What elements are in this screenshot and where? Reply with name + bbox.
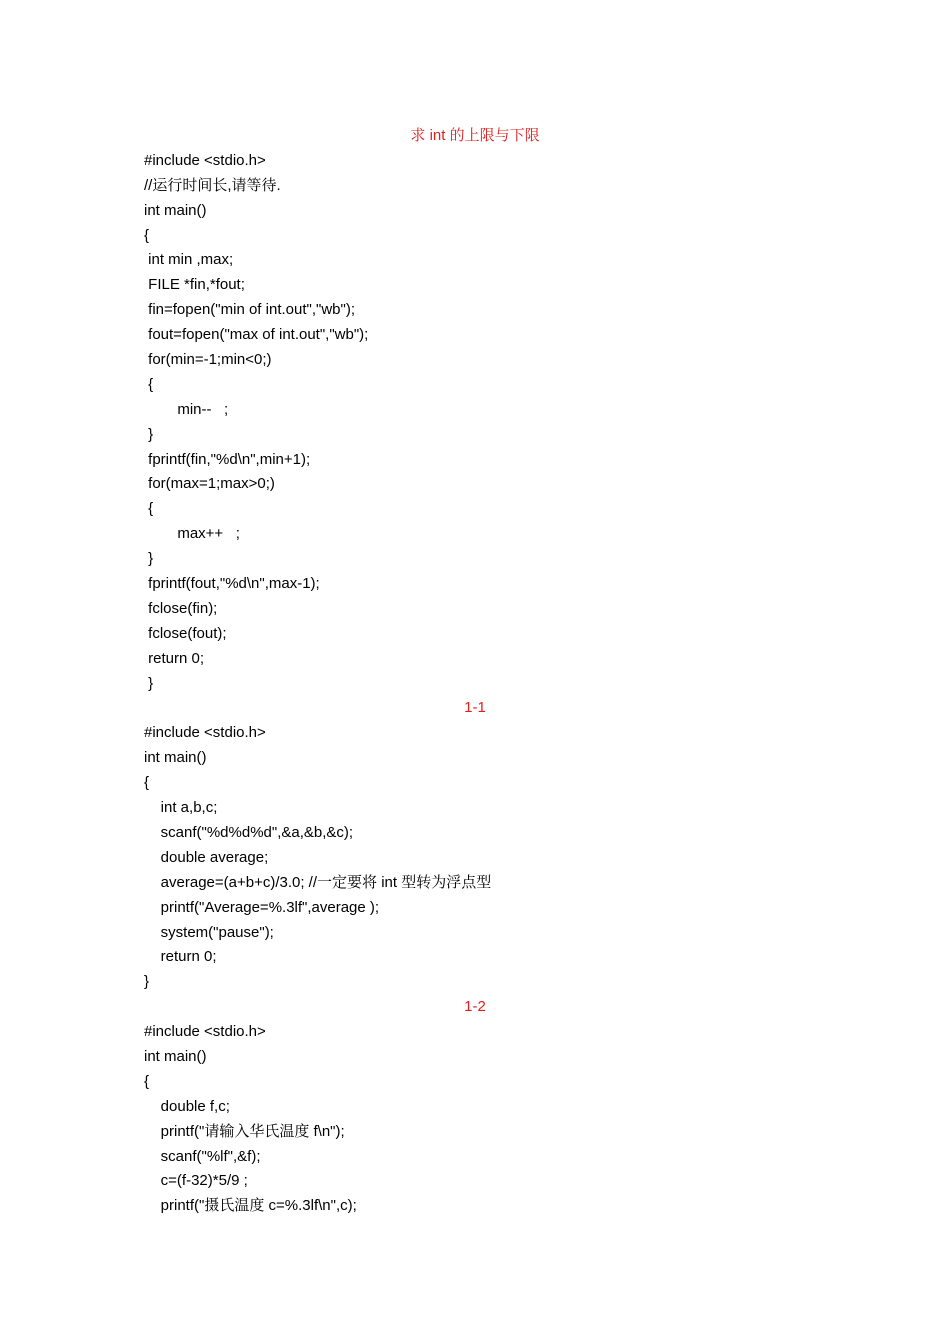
code-line: fin=fopen("min of int.out","wb");: [144, 301, 355, 319]
code-line: for(max=1;max>0;): [144, 475, 275, 493]
section-heading: 1-1: [464, 699, 486, 717]
code-line: #include <stdio.h>: [144, 1023, 266, 1041]
code-line: {: [144, 500, 154, 518]
code-line: //运行时间长,请等待.: [144, 176, 281, 194]
document-body: [144, 124, 806, 1219]
code-line: #include <stdio.h>: [144, 724, 266, 742]
code-line: {: [144, 774, 150, 792]
code-line: double average;: [144, 848, 269, 866]
section-heading: 求 int 的上限与下限: [410, 127, 540, 144]
code-line: FILE *fin,*fout;: [144, 276, 245, 294]
code-line: for(min=-1;min<0;): [144, 351, 272, 369]
code-line: average=(a+b+c)/3.0; //一定要将 int 型转为浮点型: [144, 873, 492, 891]
code-line: int min ,max;: [144, 251, 234, 269]
code-line: int a,b,c;: [144, 799, 218, 817]
section-heading: 1-2: [464, 998, 486, 1016]
code-line: scanf("%lf",&f);: [144, 1147, 261, 1165]
code-line: }: [144, 674, 154, 692]
code-line: printf("摄氏温度 c=%.3lf\n",c);: [144, 1197, 357, 1215]
code-line: }: [144, 550, 154, 568]
code-line: fprintf(fout,"%d\n",max-1);: [144, 575, 320, 593]
code-line: double f,c;: [144, 1097, 230, 1115]
code-line: fout=fopen("max of int.out","wb");: [144, 326, 369, 344]
code-line: fprintf(fin,"%d\n",min+1);: [144, 450, 311, 468]
code-line: {: [144, 226, 150, 244]
code-line: min-- ;: [144, 400, 229, 418]
code-line: {: [144, 1072, 150, 1090]
code-line: int main(): [144, 201, 207, 219]
code-line: int main(): [144, 749, 207, 767]
code-line: int main(): [144, 1047, 207, 1065]
code-line: {: [144, 375, 154, 393]
code-line: fclose(fin);: [144, 599, 218, 617]
code-line: return 0;: [144, 948, 217, 966]
code-line: printf("请输入华氏温度 f\n");: [144, 1122, 345, 1140]
code-line: printf("Average=%.3lf",average );: [144, 898, 380, 916]
code-line: scanf("%d%d%d",&a,&b,&c);: [144, 823, 354, 841]
code-line: system("pause");: [144, 923, 274, 941]
code-line: return 0;: [144, 649, 205, 667]
code-line: #include <stdio.h>: [144, 151, 266, 169]
code-line: }: [144, 425, 154, 443]
code-line: max++ ;: [144, 525, 240, 543]
code-line: }: [144, 973, 150, 991]
code-line: fclose(fout);: [144, 624, 227, 642]
code-line: c=(f-32)*5/9 ;: [144, 1172, 248, 1190]
